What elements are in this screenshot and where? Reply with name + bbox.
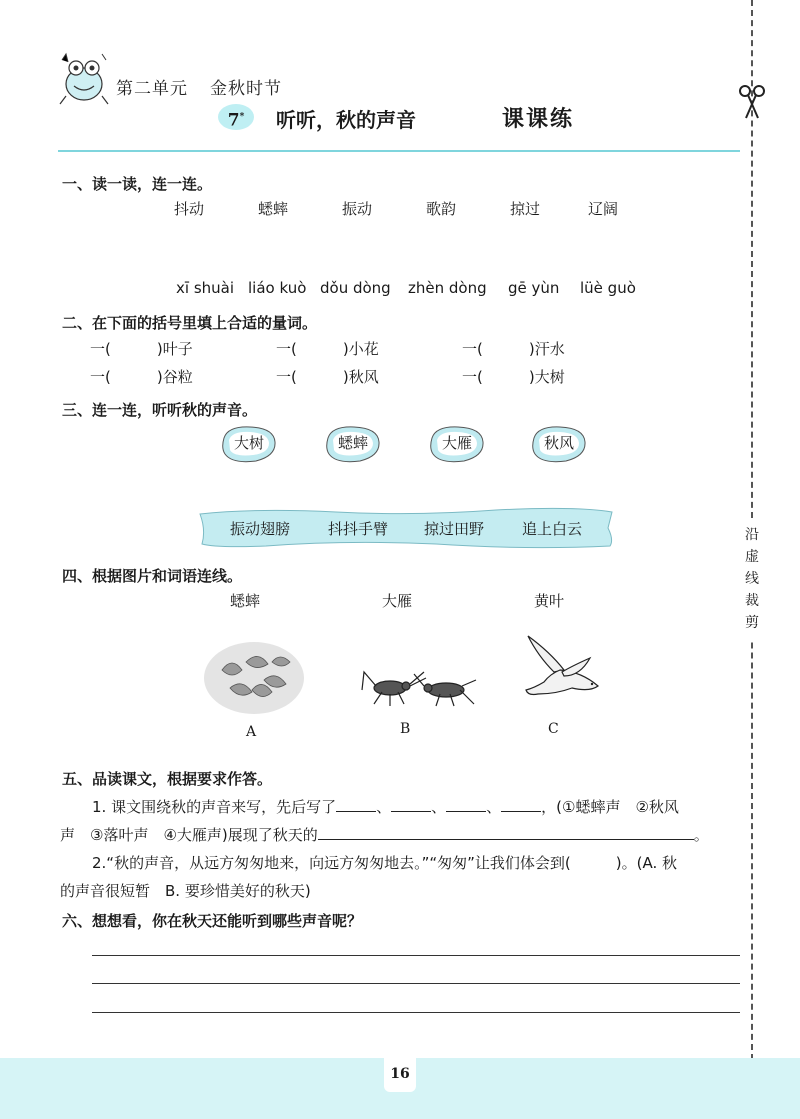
scissors-icon bbox=[738, 84, 766, 120]
unit-heading bbox=[116, 74, 282, 99]
s1-word: 振动 bbox=[342, 200, 373, 218]
section-6-title: 六、想想看，你在秋天还能听到哪些声音呢？ bbox=[62, 909, 366, 932]
phrase-item[interactable]: 追上白云 bbox=[522, 520, 583, 538]
answer-blank[interactable] bbox=[391, 798, 431, 812]
writing-line[interactable] bbox=[92, 1012, 740, 1013]
section-3-title: 三、连一连，听听秋的声音。 bbox=[62, 398, 261, 421]
s1-word: 抖动 bbox=[174, 200, 205, 218]
stone-card[interactable]: 秋风 bbox=[530, 424, 588, 464]
phrase-banner bbox=[196, 506, 616, 550]
section-4-title: 四、根据图片和词语连线。 bbox=[62, 564, 246, 587]
lesson-title: 听听，秋的声音 bbox=[276, 108, 416, 132]
phrase-item[interactable]: 抖抖手臂 bbox=[328, 520, 389, 538]
s1-pinyin: lüè guò bbox=[580, 279, 636, 297]
unit-label: 第二单元 bbox=[116, 79, 188, 99]
s1-pinyin: gē yùn bbox=[508, 279, 560, 297]
s1-pinyin: xī shuài bbox=[176, 279, 235, 297]
frog-mascot-icon bbox=[58, 50, 110, 108]
answer-blank[interactable] bbox=[501, 798, 541, 812]
q2-line1: 2.“秋的声音，从远方匆匆地来，向远方匆匆地去。”“匆匆”让我们体会到( )。(A. 秋 bbox=[92, 854, 677, 872]
answer-blank[interactable] bbox=[446, 798, 486, 812]
cut-hint-text: 沿 虚 线 裁 剪 bbox=[742, 518, 762, 640]
s4-word: 大雁 bbox=[382, 592, 413, 610]
unit-theme: 金秋时节 bbox=[210, 79, 282, 99]
stone-card[interactable]: 大树 bbox=[220, 424, 278, 464]
s1-pinyin: liáo kuò bbox=[248, 279, 307, 297]
leaves-icon[interactable] bbox=[202, 640, 306, 716]
s1-word: 辽阔 bbox=[588, 200, 619, 218]
picture-letter: B bbox=[400, 721, 411, 737]
s1-pinyin: zhèn dòng bbox=[408, 279, 487, 297]
section-2-title: 二、在下面的括号里填上合适的量词。 bbox=[62, 311, 321, 334]
q1-line2: 声 ③落叶声 ④大雁声)展现了秋天的 。 bbox=[60, 826, 709, 844]
section-1-title: 一、读一读，连一连。 bbox=[62, 172, 216, 195]
s1-word: 蟋蟀 bbox=[258, 200, 289, 218]
measure-word-item: 一( )秋风 bbox=[276, 368, 379, 386]
measure-word-item: 一( )汗水 bbox=[462, 340, 565, 358]
picture-letter: C bbox=[548, 721, 559, 737]
stone-card[interactable]: 大雁 bbox=[428, 424, 486, 464]
picture-letter: A bbox=[246, 724, 257, 740]
measure-word-item: 一( )叶子 bbox=[90, 340, 193, 358]
writing-line[interactable] bbox=[92, 983, 740, 984]
section-5-title: 五、品读课文，根据要求作答。 bbox=[62, 767, 276, 790]
s1-word: 歌韵 bbox=[426, 200, 457, 218]
measure-word-item: 一( )谷粒 bbox=[90, 368, 193, 386]
lesson-number-badge: 7* bbox=[218, 104, 254, 130]
q2-line2: 的声音很短暂 B. 要珍惜美好的秋天) bbox=[60, 882, 311, 900]
s4-word: 黄叶 bbox=[534, 592, 565, 610]
s4-word: 蟋蟀 bbox=[230, 592, 261, 610]
writing-line[interactable] bbox=[92, 955, 740, 956]
s1-pinyin: dǒu dòng bbox=[320, 279, 391, 297]
measure-word-item: 一( )大树 bbox=[462, 368, 565, 386]
answer-blank[interactable] bbox=[336, 798, 376, 812]
wild-goose-icon[interactable] bbox=[520, 632, 602, 708]
q1-line1: 1. 课文围绕秋的声音来写，先后写了 、 、 、 ，(①蟋蟀声 ②秋风 bbox=[92, 798, 679, 816]
s1-word: 掠过 bbox=[510, 200, 541, 218]
answer-blank[interactable] bbox=[318, 826, 694, 840]
stone-card[interactable]: 蟋蟀 bbox=[324, 424, 382, 464]
measure-word-item: 一( )小花 bbox=[276, 340, 379, 358]
phrase-item[interactable]: 振动翅膀 bbox=[230, 520, 291, 538]
practice-title: 课课练 bbox=[502, 107, 575, 132]
phrase-item[interactable]: 掠过田野 bbox=[424, 520, 485, 538]
page-number: 16 bbox=[384, 1058, 416, 1092]
crickets-icon[interactable] bbox=[360, 660, 478, 714]
header-divider bbox=[58, 150, 740, 152]
